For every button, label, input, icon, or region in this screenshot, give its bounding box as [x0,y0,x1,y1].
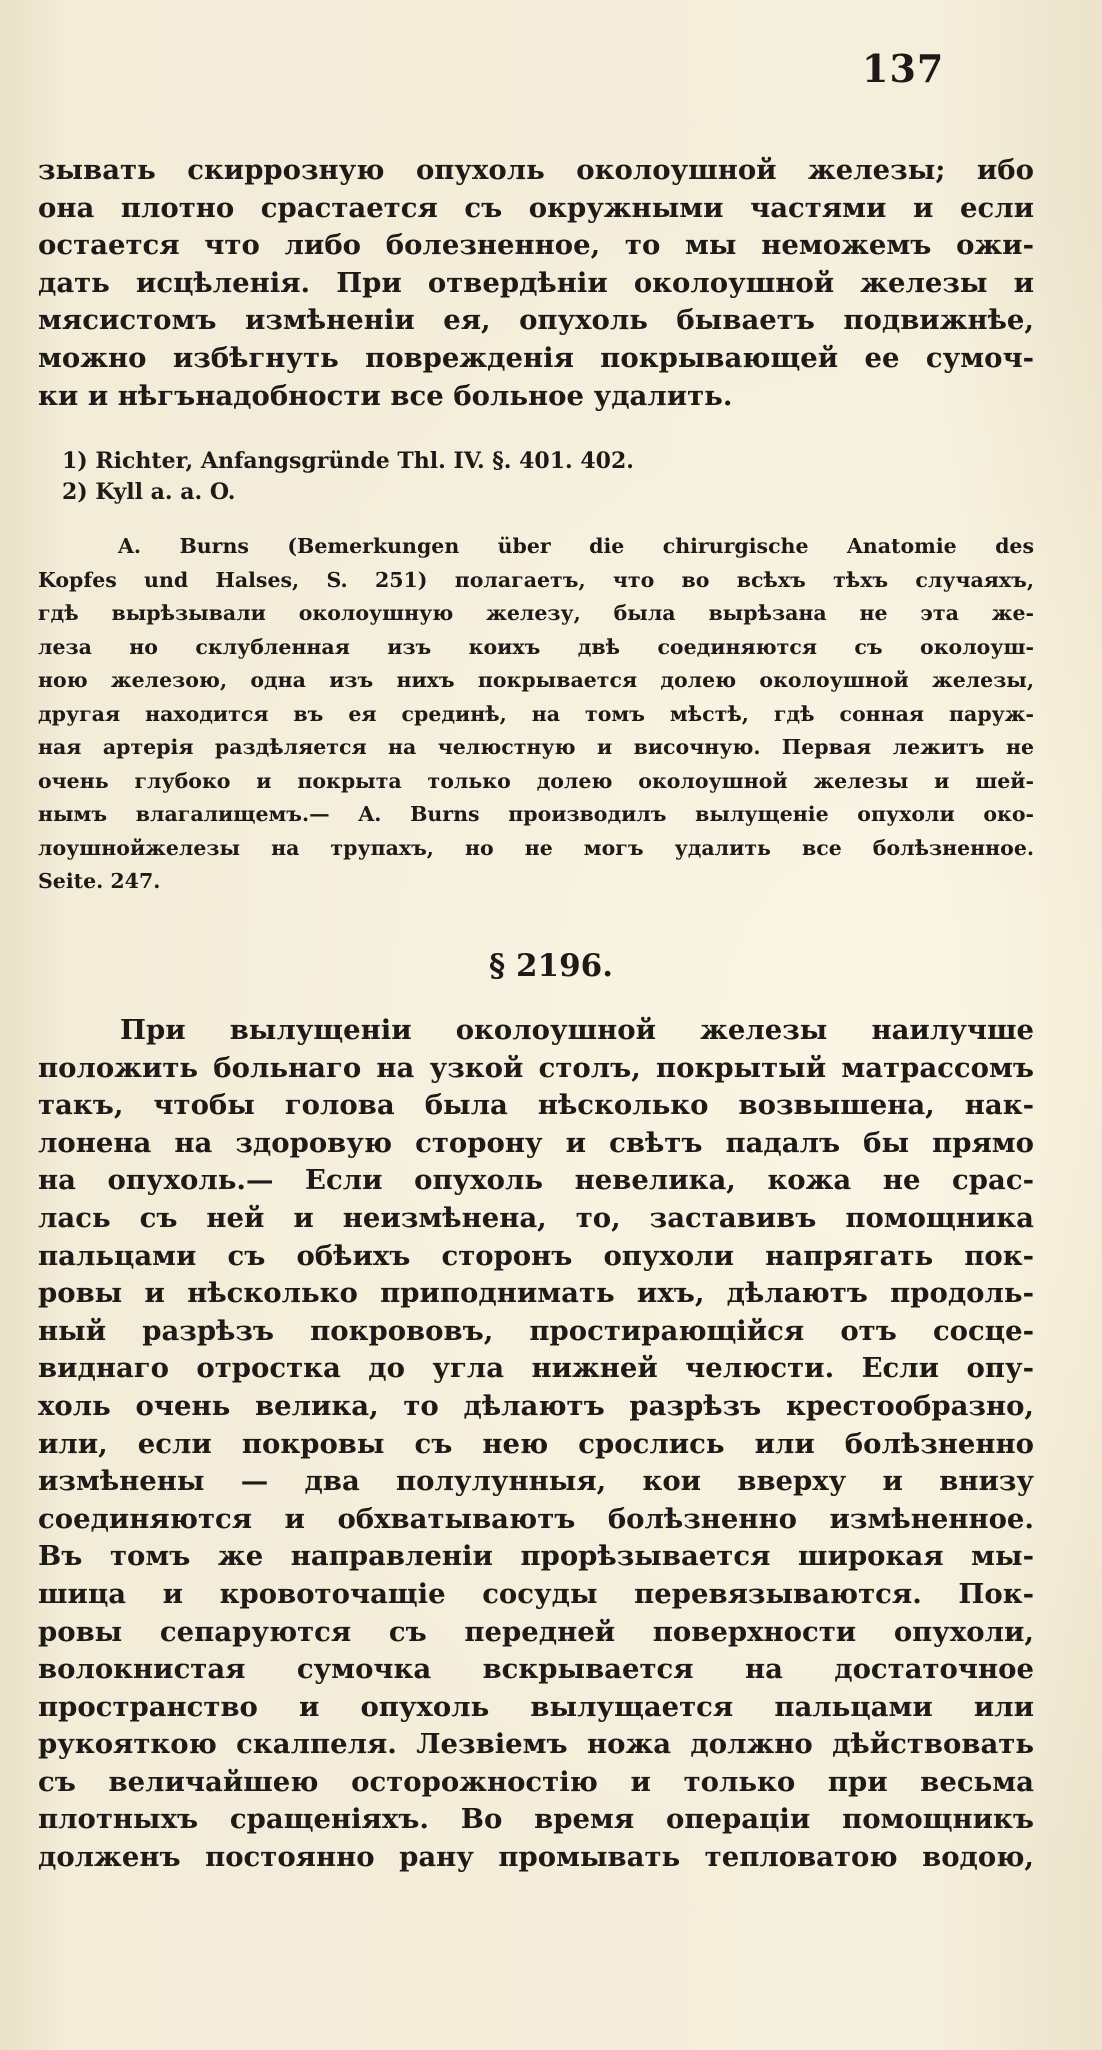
footnotes [62,446,1058,508]
text-line: измѣнены — два полулунныя, кои вверху и внизу [38,1465,1034,1498]
text-line: холь очень велика, то дѣлаютъ разрѣзъ крестообразно, [38,1389,1034,1422]
note-line: гдѣ вырѣзывали околоушную железу, была вырѣзана не эта же- [38,601,1034,625]
note-line: лоушнойжелезы на трупахъ, но не могъ удалить все болѣзненное. [38,835,1034,860]
text-line: ровы и нѣсколько приподнимать ихъ, дѣлаютъ продоль- [38,1277,1034,1310]
text-line: на опухоль.— Если опухоль невелика, кожа не срас- [38,1164,1034,1197]
text-line: остается что либо болезненное, то мы неможемъ ожи- [38,229,1034,262]
text-line: она плотно срастается съ окружными частями и если [38,191,1034,224]
text-line: лонена на здоровую сторону и свѣтъ падалъ бы прямо [38,1126,1034,1159]
note-line: леза но склубленная изъ коихъ двѣ соединяются съ околоуш- [38,634,1034,659]
note-line: Kopfes und Halses, S. 251) полагаетъ, что во всѣхъ тѣхъ случаяхъ, [38,567,1034,592]
text-line: виднаго отростка до угла нижней челюсти. Если опу- [38,1352,1034,1385]
text-line: ный разрѣзъ покрововъ, простирающійся отъ сосце- [38,1314,1034,1347]
text-line: соединяются и обхватываютъ болѣзненно измѣненное. [38,1502,1034,1535]
text-line: дать исцѣленія. При отвердѣніи околоушной железы и [38,266,1034,299]
text-line: При вылущеніи околоушной железы наилучше [120,1014,1034,1046]
note-line: A. Burns (Bemerkungen über die chirurgische Anatomie des [118,534,1034,558]
text-line: рукояткою скалпеля. Лезвіемъ ножа должно дѣйствовать [38,1728,1034,1761]
section-body [38,1012,1034,1877]
note-line: ною железою, одна изъ нихъ покрывается долею околоушной железы, [38,668,1034,692]
page-number: 137 [862,46,945,91]
section-heading: § 2196. [488,948,614,984]
editor-note [38,530,1034,899]
paragraph-continued [38,152,1034,415]
text-line: долженъ постоянно рану промывать тепловатою водою, [38,1841,1034,1874]
text-line: пальцами съ обѣихъ сторонъ опухоли напрягать пок- [38,1239,1034,1272]
text-line: съ величайшею осторожностію и только при весьма [38,1765,1034,1798]
text-line: ровы сепаруются съ передней поверхности опухоли, [38,1615,1034,1648]
text-line: пространство и опухоль вылущается пальцами или [38,1690,1034,1723]
note-line: другая находится въ ея срединѣ, на томъ мѣстѣ, гдѣ сонная паруж- [38,701,1034,726]
footnote: 1) Richter, Anfangsgründe Thl. IV. §. 401. 402. [62,448,634,474]
text-line: положить больнаго на узкой столъ, покрытый матрассомъ [38,1051,1034,1084]
note-line: ная артерія раздѣляется на челюстную и височную. Первая лежитъ не [38,735,1034,759]
text-line: такъ, чтобы голова была нѣсколько возвышена, нак- [38,1089,1034,1122]
text-line: ки и нѣгънадобности все больное удалить. [38,379,733,412]
text-line: шица и кровоточащіе сосуды перевязываются. Пок- [38,1577,1034,1610]
footnote: 2) Kyll a. a. O. [62,479,236,505]
text-line: волокнистая сумочка вскрывается на достаточное [38,1653,1034,1686]
note-line: очень глубоко и покрыта только долею околоушной железы и шей- [38,768,1034,793]
text-line: плотныхъ сращеніяхъ. Во время операціи помощникъ [38,1803,1034,1836]
text-line: можно избѣгнуть поврежденія покрывающей ее сумоч- [38,341,1034,374]
text-line: мясистомъ измѣненіи ея, опухоль бываетъ подвижнѣе, [38,304,1034,337]
text-line: зывать скиррозную опухоль околоушной железы; ибо [38,154,1034,186]
text-line: лась съ ней и неизмѣнена, то, заставивъ помощника [38,1201,1034,1234]
text-line: или, если покровы съ нею срослись или болѣзненно [38,1427,1034,1460]
text-line: Въ томъ же направленіи прорѣзывается широкая мы- [38,1540,1034,1573]
note-line: нымъ влагалищемъ.— A. Burns производилъ вылущеніе опухоли око- [38,802,1034,826]
note-line: Seite. 247. [38,869,161,893]
